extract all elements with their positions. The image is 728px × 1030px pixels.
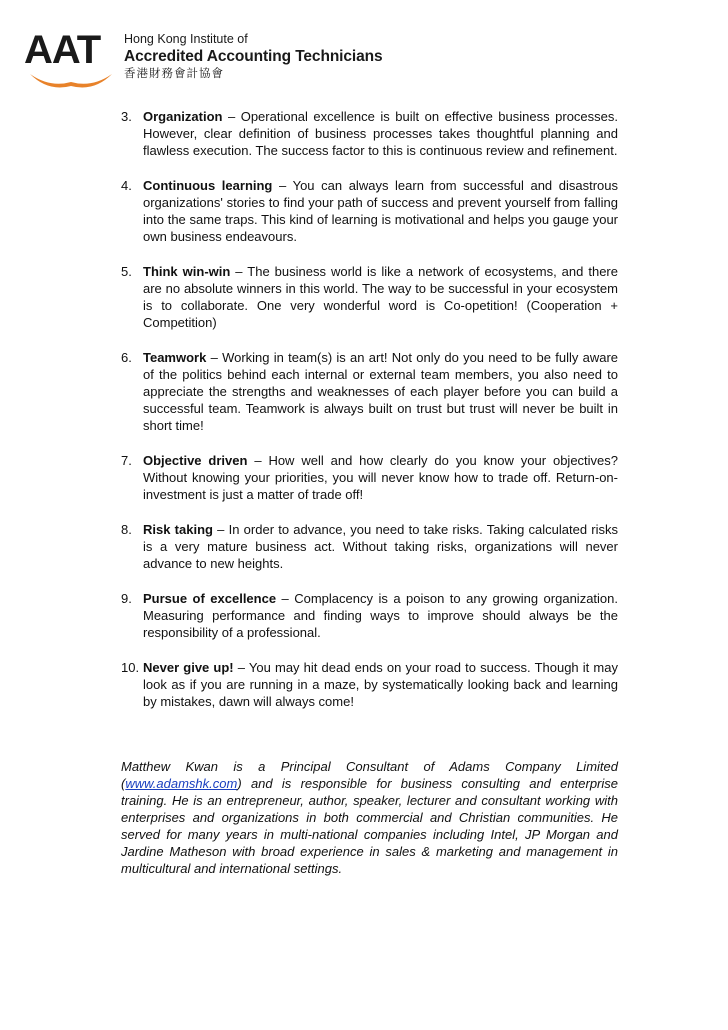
bio-text-start: Matthew Kwan is a Principal Consultant of Adams Company Limited (: [121, 759, 618, 791]
item-text: – How well and how clearly do you know your objectives? Without knowing your priorities, you will never know how to trade off. Return-on-investment is just a matter of trade off!: [143, 453, 619, 502]
principles-list: [121, 108, 618, 728]
author-bio: [121, 758, 618, 877]
item-title: Risk taking: [143, 522, 213, 537]
item-number: 5.: [121, 264, 132, 279]
item-title: Pursue of excellence: [143, 591, 277, 606]
item-number: 10.: [121, 660, 140, 675]
list-item: [121, 263, 618, 331]
item-number: 7.: [121, 453, 132, 468]
item-text: – Operational excellence is built on effective business processes. However, clear definition of business processes takes thoughtful planning and flawless execution. The success factor to this is continuous review and refinement.: [143, 109, 618, 158]
list-item: [121, 349, 618, 434]
item-title: Think win-win: [143, 264, 231, 279]
org-name-line-1: Hong Kong Institute of: [124, 32, 248, 46]
item-number: 6.: [121, 350, 132, 365]
item-title: Objective driven: [143, 453, 248, 468]
list-item: [121, 452, 618, 503]
item-number: 4.: [121, 178, 132, 193]
item-number: 8.: [121, 522, 132, 537]
logo-text: AAT: [24, 28, 101, 72]
item-text: – Working in team(s) is an art! Not only do you need to be fully aware of the politics behind each internal or external team members, you also need to appreciate the strengths and weaknesses of each player before you can build a successful team. Teamwork is always built on trust but trust will never be built in short time!: [143, 350, 618, 433]
item-title: Continuous learning: [143, 178, 273, 193]
item-text: – You may hit dead ends on your road to success. Though it may look as if you are running in a maze, by systematically looking back and learning by mistakes, dawn will always come!: [143, 660, 618, 709]
item-number: 9.: [121, 591, 132, 606]
list-item: [121, 521, 618, 572]
website-link[interactable]: www.adamshk.com: [125, 776, 238, 791]
item-text: – Complacency is a poison to any growing organization. Measuring performance and finding ways to improve should always be the responsibility of a professional.: [143, 591, 618, 640]
item-number: 3.: [121, 109, 132, 124]
bio-text-end: ) and is responsible for business consulting and enterprise training. He is an entrepreneur, author, speaker, lecturer and consultant working with enterprises and organizations in both commercial and Christian communities. He served for many years in multi-national companies including Intel, JP Morgan and Jardine Matheson with broad experience in sales & marketing and management in multicultural and international settings.: [121, 776, 618, 876]
list-item: [121, 177, 618, 245]
logo-wing-icon: [28, 70, 114, 90]
aat-logo: [22, 28, 114, 86]
org-name-chinese: 香港財務會計協會: [124, 68, 224, 80]
item-text: – The business world is like a network of ecosystems, and there are no absolute winners in this world. The way to be successful in your ecosystem is to collaborate. One very wonderful word is Co-opetition! (Cooperation + Competition): [143, 264, 618, 330]
item-title: Teamwork: [143, 350, 207, 365]
organization-name: [124, 32, 383, 82]
org-name-line-2: Accredited Accounting Technicians: [124, 48, 383, 65]
list-item: [121, 590, 618, 641]
item-title: Never give up!: [143, 660, 234, 675]
item-text: – In order to advance, you need to take risks. Taking calculated risks is a very mature business act. Without taking risks, organizations will never advance to new heights.: [143, 522, 619, 571]
item-title: Organization: [143, 109, 223, 124]
list-item: [121, 659, 618, 710]
header: [22, 28, 422, 90]
item-text: – You can always learn from successful and disastrous organizations' stories to find your path of success and prevent yourself from falling into the same traps. This kind of learning is motivational and helps you gauge your own business endeavours.: [143, 178, 619, 244]
list-item: [121, 108, 618, 159]
